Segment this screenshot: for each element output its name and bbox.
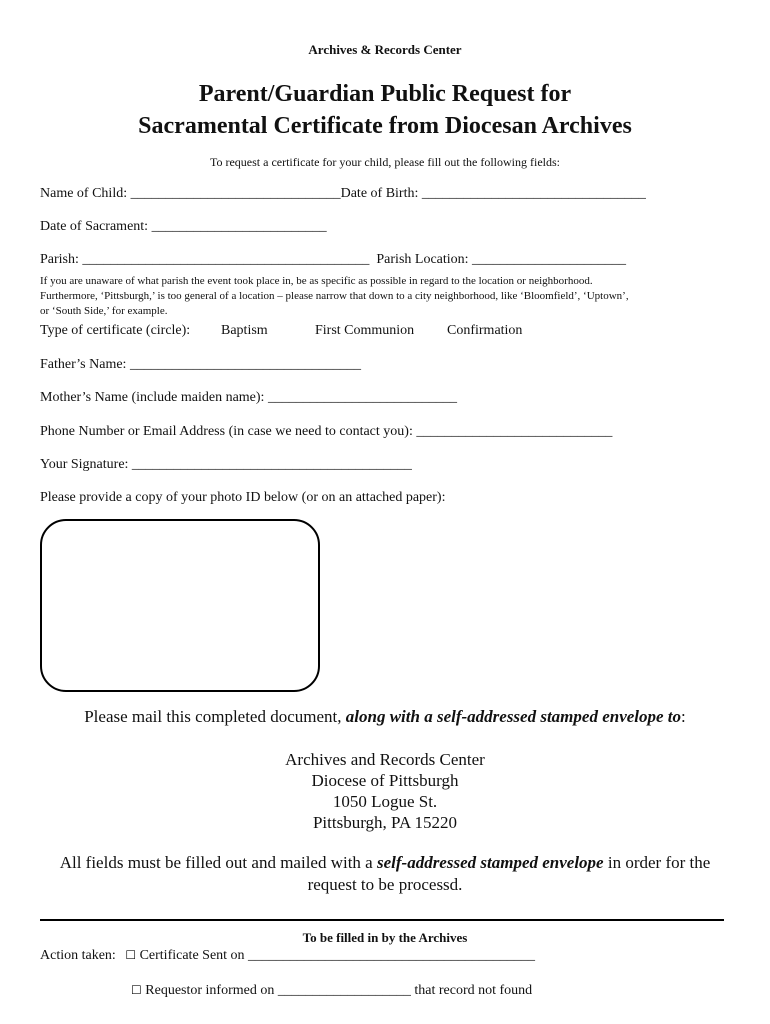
requirement-line2: request to be processd. bbox=[307, 875, 463, 894]
action-taken-label: Action taken: bbox=[40, 948, 116, 963]
mother-name-row bbox=[40, 390, 457, 406]
signature-row bbox=[40, 457, 412, 473]
contact-label: Phone Number or Email Address (in case we need to contact you): bbox=[40, 424, 413, 439]
child-name-field[interactable]: ______________________________ bbox=[130, 186, 341, 201]
parish-note-line1: If you are unaware of what parish the event took place in, be as specific as possible in regard to the location or neighborhood. bbox=[40, 275, 593, 287]
parish-location-label: Parish Location: bbox=[376, 252, 469, 267]
photo-id-label: Please provide a copy of your photo ID below (or on an attached paper): bbox=[40, 490, 446, 505]
certificate-sent-checkbox[interactable]: ☐ bbox=[125, 948, 137, 962]
mailing-instruction-emphasis: along with a self-addressed stamped envelope to bbox=[345, 707, 682, 726]
parish-row bbox=[40, 252, 626, 268]
mother-name-label: Mother’s Name (include maiden name): bbox=[40, 390, 265, 405]
requirement-note bbox=[0, 852, 770, 896]
sacrament-date-row bbox=[40, 219, 327, 235]
archives-section-heading: To be filled in by the Archives bbox=[302, 930, 468, 945]
address-line: Pittsburgh, PA 15220 bbox=[312, 813, 458, 832]
contact-field[interactable]: ____________________________ bbox=[416, 424, 613, 439]
photo-id-box[interactable] bbox=[40, 519, 320, 692]
father-name-label: Father’s Name: bbox=[40, 357, 127, 372]
action-row-1 bbox=[40, 948, 535, 964]
form-title-line1: Parent/Guardian Public Request for bbox=[198, 81, 572, 107]
certificate-sent-date-field[interactable]: _________________________________________ bbox=[248, 948, 536, 963]
parish-location-field[interactable]: ______________________ bbox=[472, 252, 627, 267]
form-instructions: To request a certificate for your child, please fill out the following fields: bbox=[209, 155, 561, 169]
signature-field[interactable]: ________________________________________ bbox=[131, 457, 412, 472]
parish-label: Parish: bbox=[40, 252, 79, 267]
requirement-end: in order for the bbox=[603, 853, 711, 872]
father-name-row bbox=[40, 357, 361, 373]
mailing-instruction-start: Please mail this completed document, bbox=[84, 707, 346, 726]
certificate-type-label: Type of certificate (circle): bbox=[40, 323, 191, 338]
form-title-line2: Sacramental Certificate from Diocesan Archives bbox=[138, 113, 632, 139]
address-line: Diocese of Pittsburgh bbox=[311, 771, 459, 790]
action-row-2 bbox=[131, 983, 532, 999]
certificate-sent-label: Certificate Sent on bbox=[139, 948, 245, 963]
requestor-informed-checkbox[interactable]: ☐ bbox=[131, 983, 142, 997]
parish-note-line3: or ‘South Side,’ for example. bbox=[40, 305, 168, 317]
dob-field[interactable]: ________________________________ bbox=[421, 186, 646, 201]
option-first-communion[interactable]: First Communion bbox=[315, 323, 415, 338]
parish-note-line2: Furthermore, ‘Pittsburgh,’ is too general of a location – please narrow that down to a city neighborhood, like ‘Bloomfield’, ‘Uptown’, bbox=[40, 290, 629, 302]
certificate-type-row bbox=[40, 323, 523, 339]
signature-label: Your Signature: bbox=[40, 457, 129, 472]
organization-name: Archives & Records Center bbox=[308, 42, 462, 57]
mailing-address bbox=[0, 749, 770, 833]
sacrament-date-label: Date of Sacrament: bbox=[40, 219, 149, 234]
child-name-label: Name of Child: bbox=[40, 186, 128, 201]
contact-row bbox=[40, 424, 612, 440]
section-divider bbox=[40, 919, 724, 921]
requestor-informed-date-field[interactable]: ___________________ bbox=[277, 983, 411, 998]
parish-field[interactable]: _________________________________________ bbox=[82, 252, 370, 267]
option-baptism[interactable]: Baptism bbox=[221, 323, 268, 338]
child-name-row bbox=[40, 186, 646, 202]
address-line: Archives and Records Center bbox=[285, 750, 485, 769]
option-confirmation[interactable]: Confirmation bbox=[447, 323, 523, 338]
father-name-field[interactable]: _________________________________ bbox=[129, 357, 361, 372]
requestor-informed-label: Requestor informed on bbox=[145, 983, 275, 998]
parish-note bbox=[40, 274, 740, 319]
address-line: 1050 Logue St. bbox=[332, 792, 438, 811]
sacrament-date-field[interactable]: _________________________ bbox=[151, 219, 327, 234]
mailing-instruction-end: : bbox=[681, 707, 686, 726]
form-title bbox=[0, 78, 770, 142]
mother-name-field[interactable]: ___________________________ bbox=[267, 390, 457, 405]
requestor-informed-suffix: that record not found bbox=[414, 983, 533, 998]
mailing-instruction bbox=[0, 707, 770, 727]
requirement-line1 bbox=[0, 852, 770, 874]
requirement-start: All fields must be filled out and mailed with a bbox=[59, 853, 377, 872]
requirement-emphasis: self-addressed stamped envelope bbox=[376, 853, 604, 872]
dob-label: Date of Birth: bbox=[340, 186, 419, 201]
